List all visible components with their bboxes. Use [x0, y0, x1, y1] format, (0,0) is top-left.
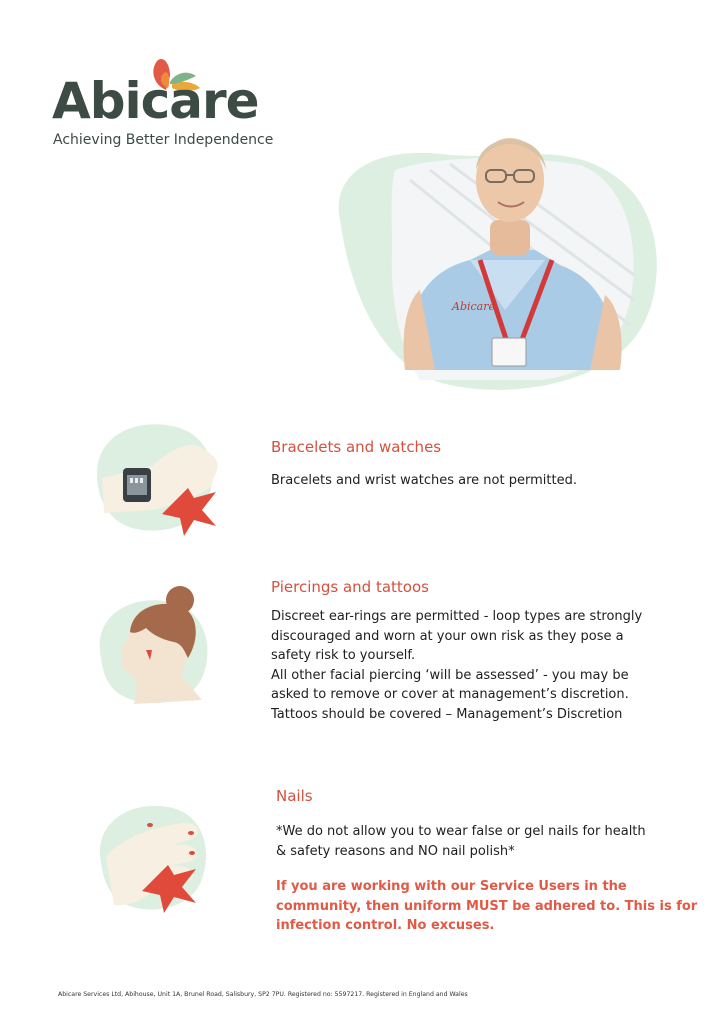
svg-text:Abicare: Abicare	[452, 300, 495, 313]
staff-photo	[320, 100, 670, 400]
body-line: All other facial piercing ‘will be assessed’ - you may be	[271, 667, 629, 683]
wrist-watch-crossed-icon	[92, 418, 227, 540]
painted-nails-crossed-icon	[92, 795, 217, 920]
body-line: *We do not allow you to wear false or gel nails for health	[276, 824, 646, 839]
brand-logo-wordmark: Abicare	[52, 72, 259, 130]
warning-line: infection control. No excuses.	[276, 918, 495, 933]
warning-line: community, then uniform MUST be adhered to. This is for	[276, 898, 698, 914]
body-line: asked to remove or cover at management’s discretion.	[271, 687, 629, 702]
head-earring-icon	[92, 580, 217, 710]
warning-line: If you are working with our Service Users in the	[276, 879, 627, 894]
body-line: safety risk to yourself.	[271, 648, 416, 663]
body-line: Discreet ear-rings are permitted - loop types are strongly	[271, 609, 643, 624]
section-title-piercings: Piercings and tattoos	[271, 578, 429, 596]
section-body-bracelets	[271, 471, 577, 491]
body-line: & safety reasons and NO nail polish*	[276, 843, 515, 859]
body-line: Bracelets and wrist watches are not permitted.	[271, 473, 577, 488]
footer-company-info: Abicare Services Ltd, Abihouse, Unit 1A, Brunel Road, Salisbury, SP2 7PU. Registered no: 5597217. Registered in England and Wales	[58, 991, 468, 998]
uniform-warning	[276, 877, 697, 936]
section-title-nails: Nails	[276, 787, 313, 805]
body-line: Tattoos should be covered – Management’s Discretion	[271, 706, 623, 722]
body-line: discouraged and worn at your own risk as they pose a	[271, 628, 624, 644]
section-body-piercings	[271, 607, 642, 724]
brand-tagline: Achieving Better Independence	[53, 132, 274, 148]
section-body-nails	[276, 822, 646, 861]
section-title-bracelets: Bracelets and watches	[271, 438, 442, 456]
